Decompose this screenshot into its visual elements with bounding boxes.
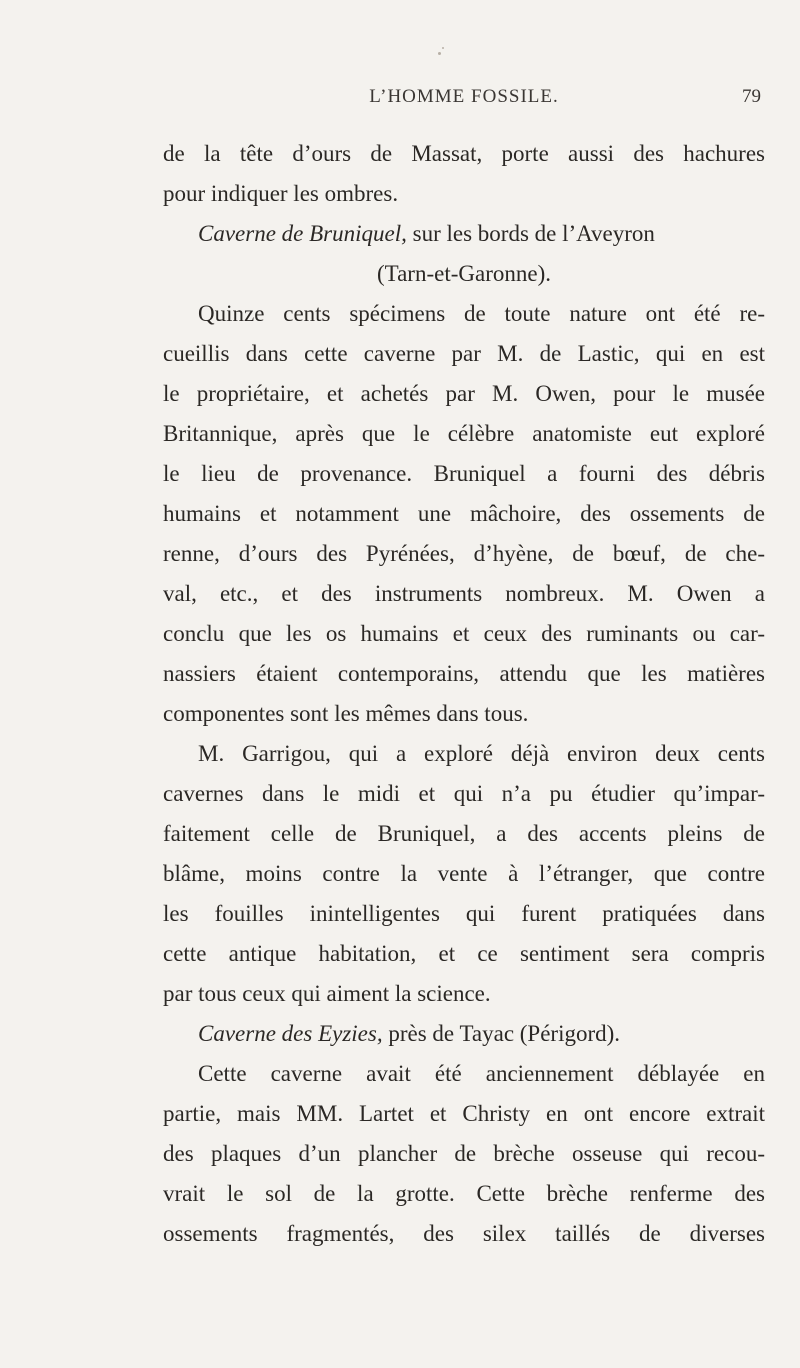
text-line: cueillis dans cette caverne par M. de Lastic, qui en est: [163, 341, 765, 366]
text-line: par tous ceux qui aiment la science.: [163, 981, 491, 1006]
text-line: conclu que les os humains et ceux des ruminants ou car-: [163, 621, 765, 646]
page-number: 79: [742, 86, 761, 107]
text-line: les fouilles inintelligentes qui furent pratiquées dans: [163, 901, 765, 926]
text-line: partie, mais MM. Lartet et Christy en ont encore extrait: [163, 1101, 765, 1126]
text-line: blâme, moins contre la vente à l’étranger, que contre: [163, 861, 765, 886]
paper-speck: [442, 47, 444, 49]
text-line: le propriétaire, et achetés par M. Owen, pour le musée: [163, 381, 765, 406]
text-line: vrait le sol de la grotte. Cette brèche renferme des: [163, 1181, 765, 1206]
body-text: [163, 134, 765, 1254]
text-line: cette antique habitation, et ce sentiment sera compris: [163, 941, 765, 966]
heading-italic: Caverne de Bruniquel,: [198, 221, 407, 246]
text-line: faitement celle de Bruniquel, a des accents pleins de: [163, 821, 765, 846]
section-heading-bruniquel: [163, 214, 765, 254]
heading-italic: Caverne des Eyzies,: [198, 1021, 383, 1046]
page-header: [163, 86, 765, 120]
text-line: de la tête d’ours de Massat, porte aussi des hachures: [163, 141, 765, 166]
text-line: Cette caverne avait été anciennement déblayée en: [198, 1061, 765, 1086]
text-line: le lieu de provenance. Bruniquel a fourni des débris: [163, 461, 765, 486]
paper-speck: [438, 52, 441, 55]
text-line: M. Garrigou, qui a exploré déjà environ deux cents: [198, 741, 765, 766]
text-line: componentes sont les mêmes dans tous.: [163, 701, 529, 726]
text-line: des plaques d’un plancher de brèche osseuse qui recou-: [163, 1141, 765, 1166]
text-line: Britannique, après que le célèbre anatomiste eut exploré: [163, 421, 765, 446]
text-line: humains et notamment une mâchoire, des ossements de: [163, 501, 765, 526]
heading-rest: près de Tayac (Périgord).: [382, 1021, 621, 1046]
text-line: Quinze cents spécimens de toute nature ont été re-: [198, 301, 765, 326]
text-line: renne, d’ours des Pyrénées, d’hyène, de bœuf, de che-: [163, 541, 765, 566]
text-line: pour indiquer les ombres.: [163, 181, 399, 206]
section-heading-continuation: (Tarn-et-Garonne).: [377, 261, 551, 286]
text-line: val, etc., et des instruments nombreux. M. Owen a: [163, 581, 765, 606]
section-heading-eyzies: [163, 1014, 765, 1054]
text-line: cavernes dans le midi et qui n’a pu étudier qu’impar-: [163, 781, 765, 806]
text-line: nassiers étaient contemporains, attendu que les matières: [163, 661, 765, 686]
heading-rest: sur les bords de l’Aveyron: [406, 221, 655, 246]
text-line: ossements fragmentés, des silex taillés de diverses: [163, 1221, 765, 1246]
running-title: L’HOMME FOSSILE.: [369, 86, 559, 107]
